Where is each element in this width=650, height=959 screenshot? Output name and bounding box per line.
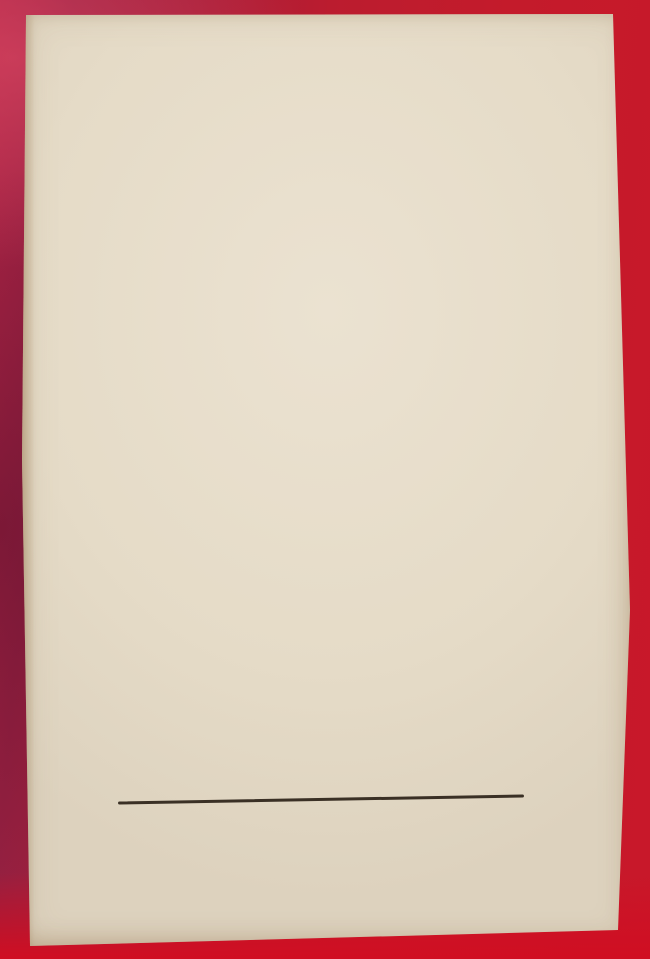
page-edge-shading	[22, 10, 36, 948]
publisher-divider-rule	[118, 794, 524, 804]
book-cover	[22, 10, 634, 948]
